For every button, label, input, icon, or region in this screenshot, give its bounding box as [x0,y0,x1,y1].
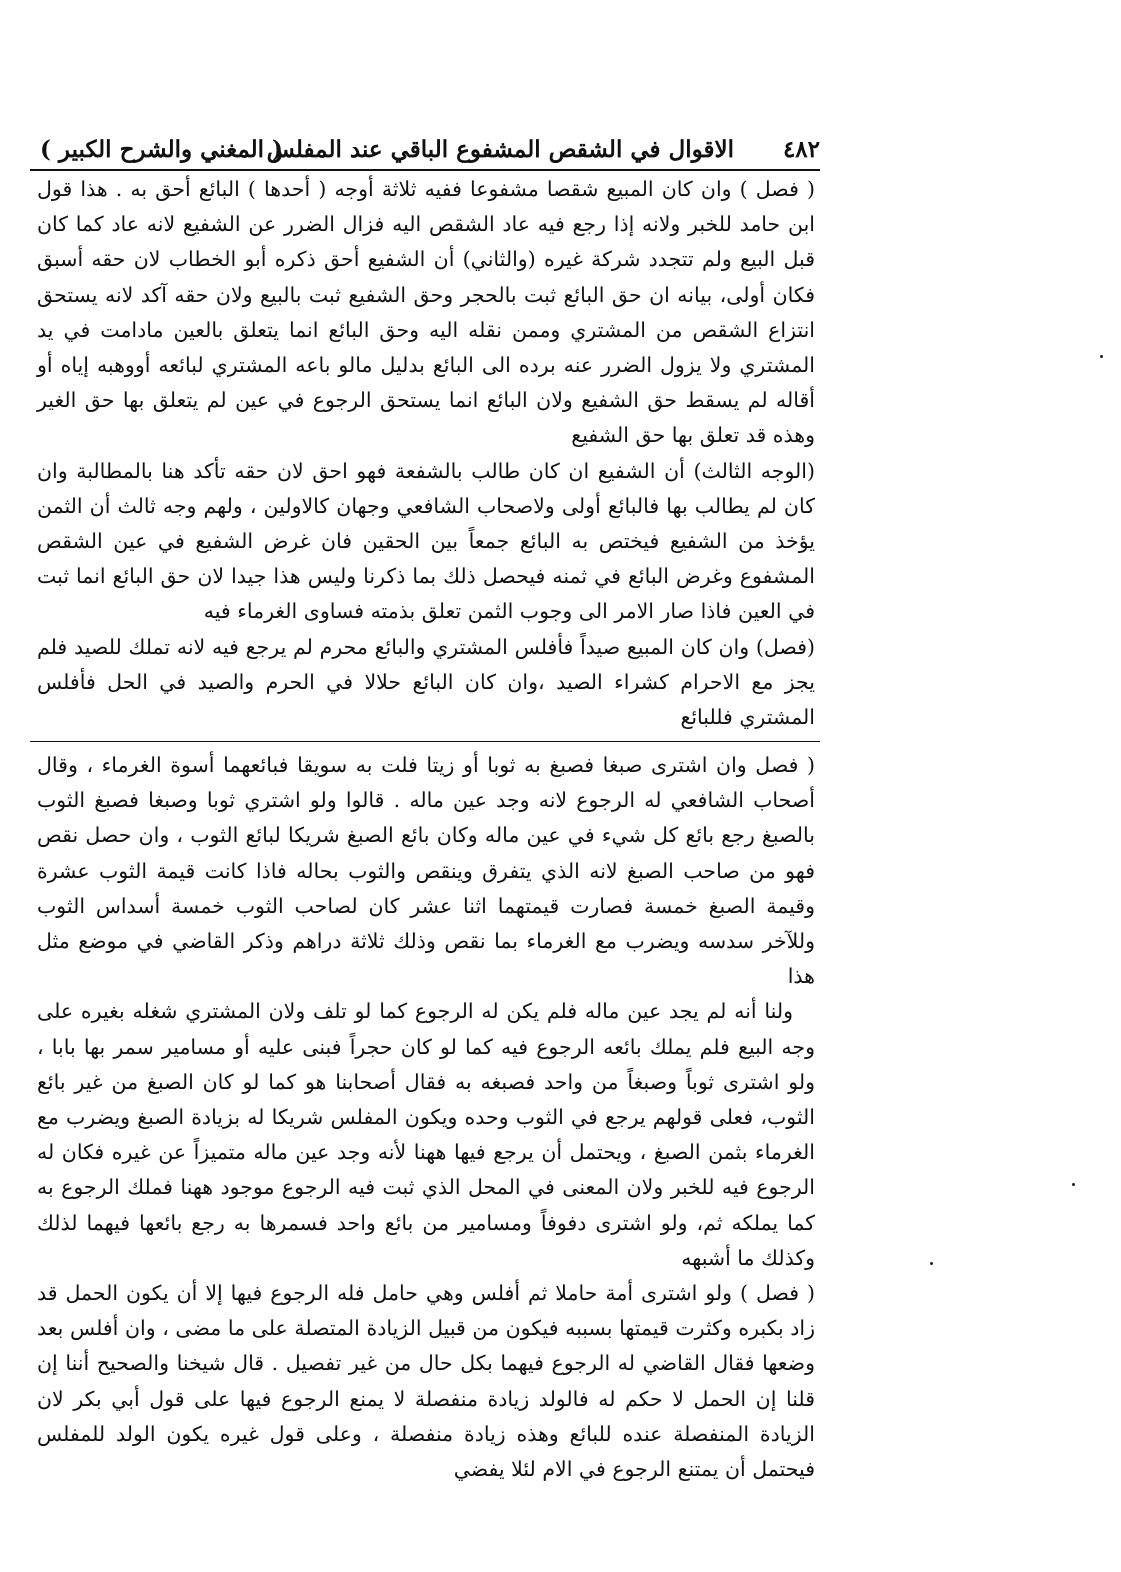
paragraph-our-view: ولنا أنه لم يجد عين ماله فلم يكن له الرجوع كما لو تلف ولان المشتري شغله بغيره على وجه البيع فلم يملك بائعه الرجوع فيه كما لو كان حجراً فبنى عليه أو مسامير سمر بها بابا ، ولو اشترى ثوباً وصبغاً من واحد فصبغه به فقال أصحابنا هو كما لو كان الصبغ من غير بائع الثوب، فعلى قولهم يرجع في الثوب وحده ويكون المفلس شريكا له بزيادة الصبغ ويضرب مع الغرماء بثمن الصبغ ، ويحتمل أن يرجع فيها ههنا لأنه وجد عين ماله متميزاً عن غيره فكان له الرجوع فيه للخبر ولان المعنى في المحل الذي ثبت فيه الرجوع موجود ههنا فملك الرجوع به كما يملكه ثم، ولو اشترى دفوفاً ومسامير من بائع واحد فسمرها به رجع بائعها فيهما لذلك وكذلك ما أشبهه [37,999,815,1270]
paragraph-pregnant-slave-section: ( فصل ) ولو اشترى أمة حاملا ثم أفلس وهي حامل فله الرجوع فيها إلا أن يكون الحمل قد زاد بكبره وكثرت قيمتها بسببه فيكون من قبيل الزيادة المتصلة على ما مضى ، وان أفلس بعد وضعها فقال القاضي له الرجوع فيهما بكل حال من غير تفصيل . قال شيخنا والصحيح أننا إن قلنا إن الحمل لا حكم له فالولد زيادة منفصلة لا يمنع الرجوع فيها على قول أبي بكر لان الزيادة المنفصلة عنده للبائع وهذه زيادة منفصلة ، وعلى قول غيره يكون الولد للمفلس فيحتمل أن يمتنع الرجوع في الام لئلا يفضي [37,1281,815,1482]
header-rule [30,169,820,171]
paragraph-dye-section: ( فصل وان اشترى صبغا فصبغ به ثوبا أو زيتا فلت به سويقا فبائعهما أسوة الغرماء ، وقال أصحاب الشافعي له الرجوع لانه وجد عين ماله . قالوا ولو اشتري ثوبا وصبغا فصبغ الثوب بالصبغ رجع بائع كل شيء في عين ماله وكان بائع الصبغ شريكا لبائع الثوب ، وان حصل نقص فهو من صاحب الصبغ لانه الذي يتفرق وينقص والثوب بحاله فاذا كانت قيمة الثوب عشرة وقيمة الصبغ خمسة فصارت قيمتهما اثنا عشر كان لصاحب الثوب خمسة أسداس الثوب وللآخر سدسه ويضرب مع الغرماء بما نقص وذلك ثلاثة دراهم وذكر القاضي في موضع مثل هذا [37,753,815,989]
paragraph-shuf-section: ( فصل ) وان كان المبيع شقصا مشفوعا ففيه ثلاثة أوجه ( أحدها ) البائع أحق به . هذا قول ابن حامد للخبر ولانه إذا رجع فيه عاد الشقص اليه فزال الضرر عن الشفيع لانه عاد كما كان قبل البيع ولم تتجدد شركة غيره (والثاني) أن الشفيع أحق ذكره أبو الخطاب لان حقه أسبق فكان أولى، بيانه ان حق البائع ثبت بالحجر وحق الشفيع ثبت بالبيع ولان حقه آكد لانه يستحق انتزاع الشقص من المشتري وممن نقله اليه وحق البائع انما يتعلق بالعين مادامت في يد المشتري ولا يزول الضرر عنه برده الى البائع بدليل مالو باعه المشتري لبائعه أووهبه إياه أو أقاله لم يسقط حق الشفيع ولان البائع انما يستحق الرجوع في عين لم يتعلق بها حق الغير وهذه قد تعلق بها حق الشفيع [37,177,815,448]
scan-speck [1072,1183,1075,1186]
section-divider [30,741,820,742]
upper-text-block [37,172,815,735]
lower-text-block [37,748,815,1487]
section-title: الاقوال في الشقص المشفوع الباقي عند المفلس [266,136,734,163]
book-title: ( المغني والشرح الكبير ) [40,136,283,163]
scan-speck [1100,355,1103,358]
scan-speck [930,1262,933,1265]
running-header [30,135,820,165]
paragraph-third-opinion: (الوجه الثالث) أن الشفيع ان كان طالب بالشفعة فهو احق لان حقه تأكد هنا بالمطالبة وان كان لم يطالب بها فالبائع أولى ولاصحاب الشافعي وجهان كالاولين ، ولهم وجه ثالث أن الثمن يؤخذ من الشفيع فيختص به البائع جمعاً بين الحقين فان غرض الشفيع في عين الشقص المشفوع وغرض البائع في ثمنه فيحصل ذلك بما ذكرنا وليس هذا جيدا لان حق البائع انما ثبت في العين فاذا صار الامر الى وجوب الثمن تعلق بذمته فساوى الغرماء فيه [37,458,815,624]
paragraph-game-section: (فصل) وان كان المبيع صيداً فأفلس المشتري والبائع محرم لم يرجع فيه لانه تملك للصيد فلم يجز مع الاحرام كشراء الصيد ،وان كان البائع حلالا في الحرم والصيد في الحل فأفلس المشتري فللبائع [37,634,815,730]
page-number: ٤٨٢ [782,136,820,163]
